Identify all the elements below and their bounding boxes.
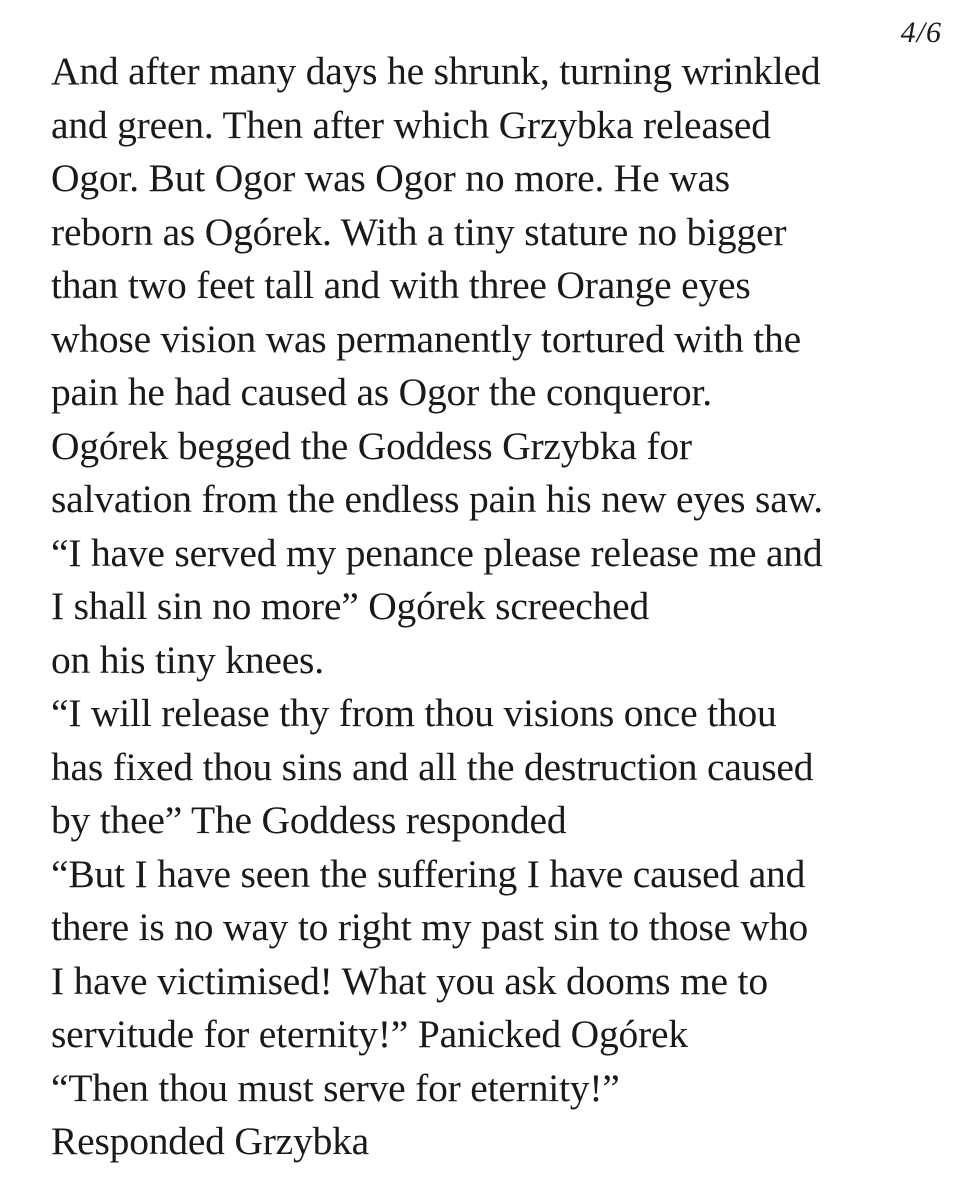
- story-line: Responded Grzybka: [51, 1119, 370, 1163]
- story-line: “Then thou must serve for eternity!”: [51, 1065, 620, 1110]
- story-line: by thee” The Goddess responded: [51, 798, 567, 842]
- story-line: than two feet tall and with three Orange eyes: [51, 263, 751, 307]
- story-line: And after many days he shrunk, turning wrinkled: [51, 49, 821, 93]
- story-line: on his tiny knees.: [51, 637, 324, 682]
- story-line: “I will release thy from thou visions once thou: [51, 691, 777, 735]
- story-line: and green. Then after which Grzybka released: [51, 102, 771, 147]
- story-line: “But I have seen the suffering I have caused and: [51, 851, 806, 896]
- story-line: I shall sin no more” Ogórek screeched: [51, 584, 650, 628]
- story-line: servitude for eternity!” Panicked Ogórek: [51, 1012, 688, 1056]
- story-text: [51, 45, 951, 1169]
- story-line: whose vision was permanently tortured with the: [51, 316, 801, 361]
- story-line: pain he had caused as Ogor the conqueror.: [51, 370, 712, 414]
- story-line: “I have served my penance please release me and: [51, 530, 823, 575]
- story-line: salvation from the endless pain his new eyes saw.: [51, 477, 823, 521]
- story-line: I have victimised! What you ask dooms me to: [51, 958, 768, 1003]
- story-line: Ogor. But Ogor was Ogor no more. He was: [51, 156, 730, 200]
- page-number: 4/6: [900, 16, 942, 49]
- story-line: reborn as Ogórek. With a tiny stature no bigger: [51, 209, 787, 254]
- story-line: Ogórek begged the Goddess Grzybka for: [51, 423, 692, 468]
- story-line: there is no way to right my past sin to those who: [51, 905, 809, 949]
- story-line: has fixed thou sins and all the destruction caused: [51, 744, 814, 789]
